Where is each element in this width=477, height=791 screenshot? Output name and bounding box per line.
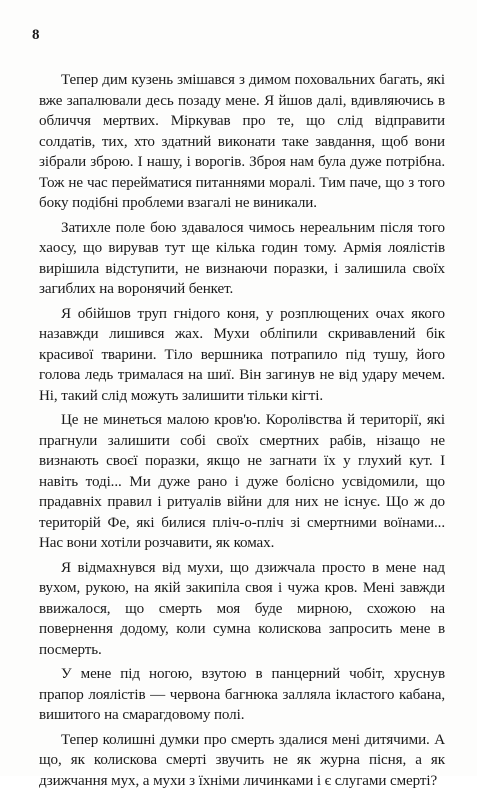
paragraph: Це не минеться малою кров'ю. Королівства й території, які прагнули залишити собі своїх смертних рабів, нізащо не визнають своєї поразки, якщо не загнати їх у глухий кут. І навіть тоді... Ми дуже рано і дуже болісно усвідомили, що прадавніх правил і ритуалів війни для них не існує. Що ж до територій Фе, які билися пліч-о-пліч зі смертними воїнами... Нас вони хотіли розчавити, як комах. [39, 410, 445, 554]
paragraph: У мене під ногою, взутою в панцерний чобіт, хруснув прапор лоялістів — червона багнюка залляла ікластого кабана, вишитого на смарагдовому полі. [39, 664, 445, 726]
paragraph: Я обійшов труп гнідого коня, у розплющених очах якого назавжди лишився жах. Мухи обліпили скривавлений бік красивої тварини. Тіло вершника потрапило під тушу, його голова ледь трималася на шиї. Він загинув не від удару мечем. Ні, такий слід можуть залишити тільки кігті. [39, 304, 445, 407]
paragraph: Тепер дим кузень змішався з димом поховальних багать, які вже запалювали десь позаду мене. Я йшов далі, вдивляючись в обличчя мертвих. Міркував про те, що слід відправити солдатів, тих, хто здатний виконати таке завдання, щоб вони зібрали зброю. І нашу, і ворогів. Зброя нам була дуже потрібна. Тож не час перейматися питаннями моралі. Тим паче, що з того боку подібні проблеми взагалі не виникали. [39, 70, 445, 214]
page-number: 8 [32, 28, 40, 43]
paragraph: Затихле поле бою здавалося чимось нереальним після того хаосу, що вирував тут ще кілька годин тому. Армія лоялістів вирішила відступити, не визнаючи поразки, і залишила своїх загиблих на воронячий бенкет. [39, 218, 445, 300]
paragraph: Я відмахнувся від мухи, що дзижчала просто в мене над вухом, рукою, на якій закипіла своя і чужа кров. Мені завжди ввижалося, що смерть моя буде мирною, схожою на повернення додому, коли сумна колискова запросить мене в посмерть. [39, 558, 445, 661]
paragraph: Тепер колишні думки про смерть здалися мені дитячими. А що, як колискова смерті звучить не як журна пісня, а як дзижчання мух, а мухи з їхніми личинками і є слугами смерті? [39, 730, 445, 791]
body-text [39, 70, 445, 791]
